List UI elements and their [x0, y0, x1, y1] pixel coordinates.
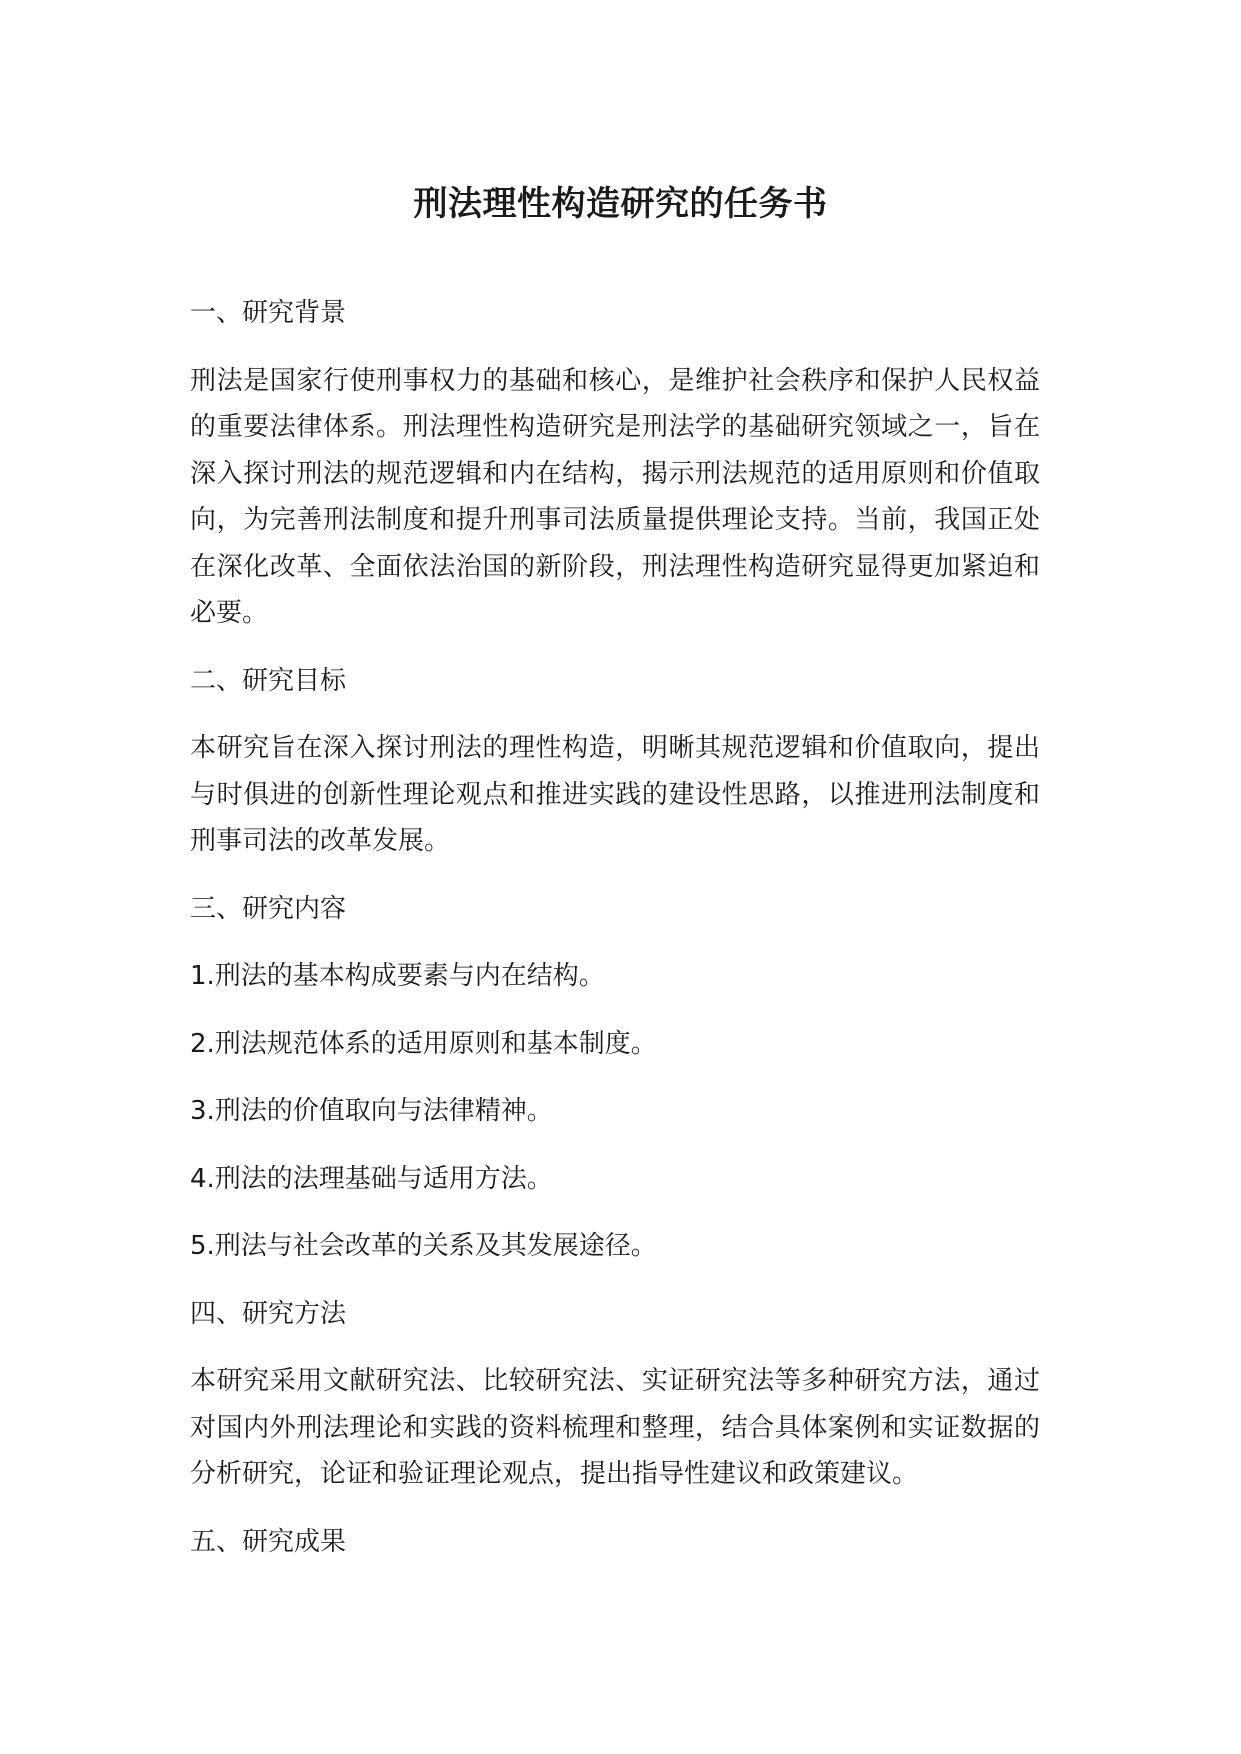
section-heading-objective: 二、研究目标: [190, 665, 347, 696]
section-heading-content: 三、研究内容: [190, 893, 347, 924]
section-heading-background: 一、研究背景: [190, 298, 347, 328]
paragraph-objective: 本研究旨在深入探讨刑法的理性构造，明晰其规范逻辑和价值取向，提出与时俱进的创新性理论观点和推进实践的建设性思路，以推进刑法制度和刑事司法的改革发展。: [190, 733, 1040, 856]
list-item: 1.刑法的基本构成要素与内在结构。: [190, 961, 605, 991]
list-item: 5.刑法与社会改革的关系及其发展途径。: [190, 1231, 657, 1261]
list-item: 3.刑法的价值取向与法律精神。: [190, 1096, 553, 1126]
paragraph-method: 本研究采用文献研究法、比较研究法、实证研究法等多种研究方法，通过对国内外刑法理论和实践的资料梳理和整理，结合具体案例和实证数据的分析研究，论证和验证理论观点，提出指导性建议和政策建议。: [190, 1366, 1040, 1489]
list-item: 2.刑法规范体系的适用原则和基本制度。: [190, 1028, 657, 1059]
section-heading-results: 五、研究成果: [190, 1526, 347, 1557]
section-heading-method: 四、研究方法: [190, 1298, 347, 1329]
document-title: 刑法理性构造研究的任务书: [413, 184, 828, 224]
paragraph-background: 刑法是国家行使刑事权力的基础和核心，是维护社会秩序和保护人民权益的重要法律体系。刑法理性构造研究是刑法学的基础研究领域之一，旨在深入探讨刑法的规范逻辑和内在结构，揭示刑法规范的适用原则和价值取向，为完善刑法制度和提升刑事司法质量提供理论支持。当前，我国正处在深化改革、全面依法治国的新阶段，刑法理性构造研究显得更加紧迫和必要。: [190, 365, 1040, 628]
document-body: [190, 290, 1040, 1586]
list-item: 4.刑法的法理基础与适用方法。: [190, 1163, 553, 1194]
